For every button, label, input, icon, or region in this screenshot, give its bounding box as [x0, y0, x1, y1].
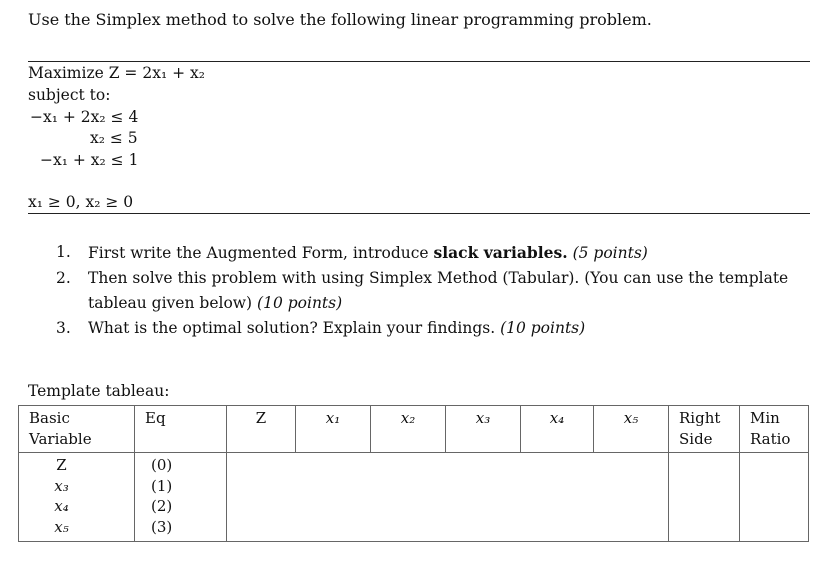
task-punct: .	[562, 243, 568, 262]
eq-number: (1)	[151, 476, 173, 495]
eq-number: (2)	[151, 497, 173, 515]
header-text: Basic	[29, 409, 70, 427]
header-x4: x₄	[521, 406, 594, 453]
tableau-header-row	[19, 406, 809, 453]
subject-to-label: subject to:	[28, 86, 111, 104]
constraint-3: −x₁ + x₂ ≤ 1	[40, 151, 139, 169]
simplex-tableau	[18, 405, 809, 542]
basic-var-x3: x₃	[54, 476, 69, 495]
header-x1: x₁	[296, 406, 371, 453]
basic-var-z: Z	[56, 456, 67, 474]
eq-number: (3)	[151, 517, 173, 536]
eq-column	[135, 453, 227, 542]
task-bold-term: slack variables	[433, 243, 563, 262]
divider-bottom	[28, 213, 810, 214]
header-text: Ratio	[750, 430, 791, 448]
header-x2: x₂	[371, 406, 446, 453]
template-label: Template tableau:	[28, 382, 170, 400]
basic-var-x4: x₄	[54, 497, 69, 515]
constraint-2: x₂ ≤ 5	[90, 129, 138, 147]
task-item-2	[56, 266, 796, 316]
question-heading: Use the Simplex method to solve the following linear programming problem.	[28, 10, 652, 29]
header-eq: Eq	[135, 406, 227, 453]
header-min-ratio	[740, 406, 809, 453]
task-item-3	[56, 316, 796, 341]
task-text: Then solve this problem with using Simplex Method (Tabular). (You can use the template tableau given below)	[88, 269, 789, 312]
task-list	[56, 240, 796, 341]
eq-number: (0)	[151, 456, 173, 474]
divider-top	[28, 61, 810, 62]
task-item-1	[56, 240, 796, 266]
task-number: 3.	[56, 319, 71, 337]
header-text: Right	[679, 409, 721, 427]
basic-var-x5: x₅	[54, 517, 69, 536]
header-text: Variable	[29, 430, 92, 448]
task-points: (5 points)	[572, 244, 648, 262]
task-text: First write the Augmented Form, introduce	[88, 244, 434, 262]
header-x3: x₃	[446, 406, 521, 453]
coefficient-cells	[227, 453, 669, 542]
header-text: Side	[679, 430, 713, 448]
nonnegativity-constraint: x₁ ≥ 0, x₂ ≥ 0	[28, 193, 134, 211]
right-side-cell	[669, 453, 740, 542]
task-text: What is the optimal solution? Explain your findings.	[88, 319, 496, 337]
header-right-side	[669, 406, 740, 453]
task-number: 1.	[56, 243, 71, 261]
constraint-1: −x₁ + 2x₂ ≤ 4	[30, 108, 139, 126]
header-x5: x₅	[594, 406, 669, 453]
header-z: Z	[227, 406, 296, 453]
header-text: Min	[750, 409, 780, 427]
header-basic-variable	[19, 406, 135, 453]
task-points: (10 points)	[257, 294, 343, 312]
objective-function: Maximize Z = 2x₁ + x₂	[28, 64, 205, 82]
min-ratio-cell	[740, 453, 809, 542]
task-number: 2.	[56, 269, 71, 287]
basic-variable-column	[19, 453, 135, 542]
tableau-body-row	[19, 453, 809, 542]
task-points: (10 points)	[500, 319, 586, 337]
